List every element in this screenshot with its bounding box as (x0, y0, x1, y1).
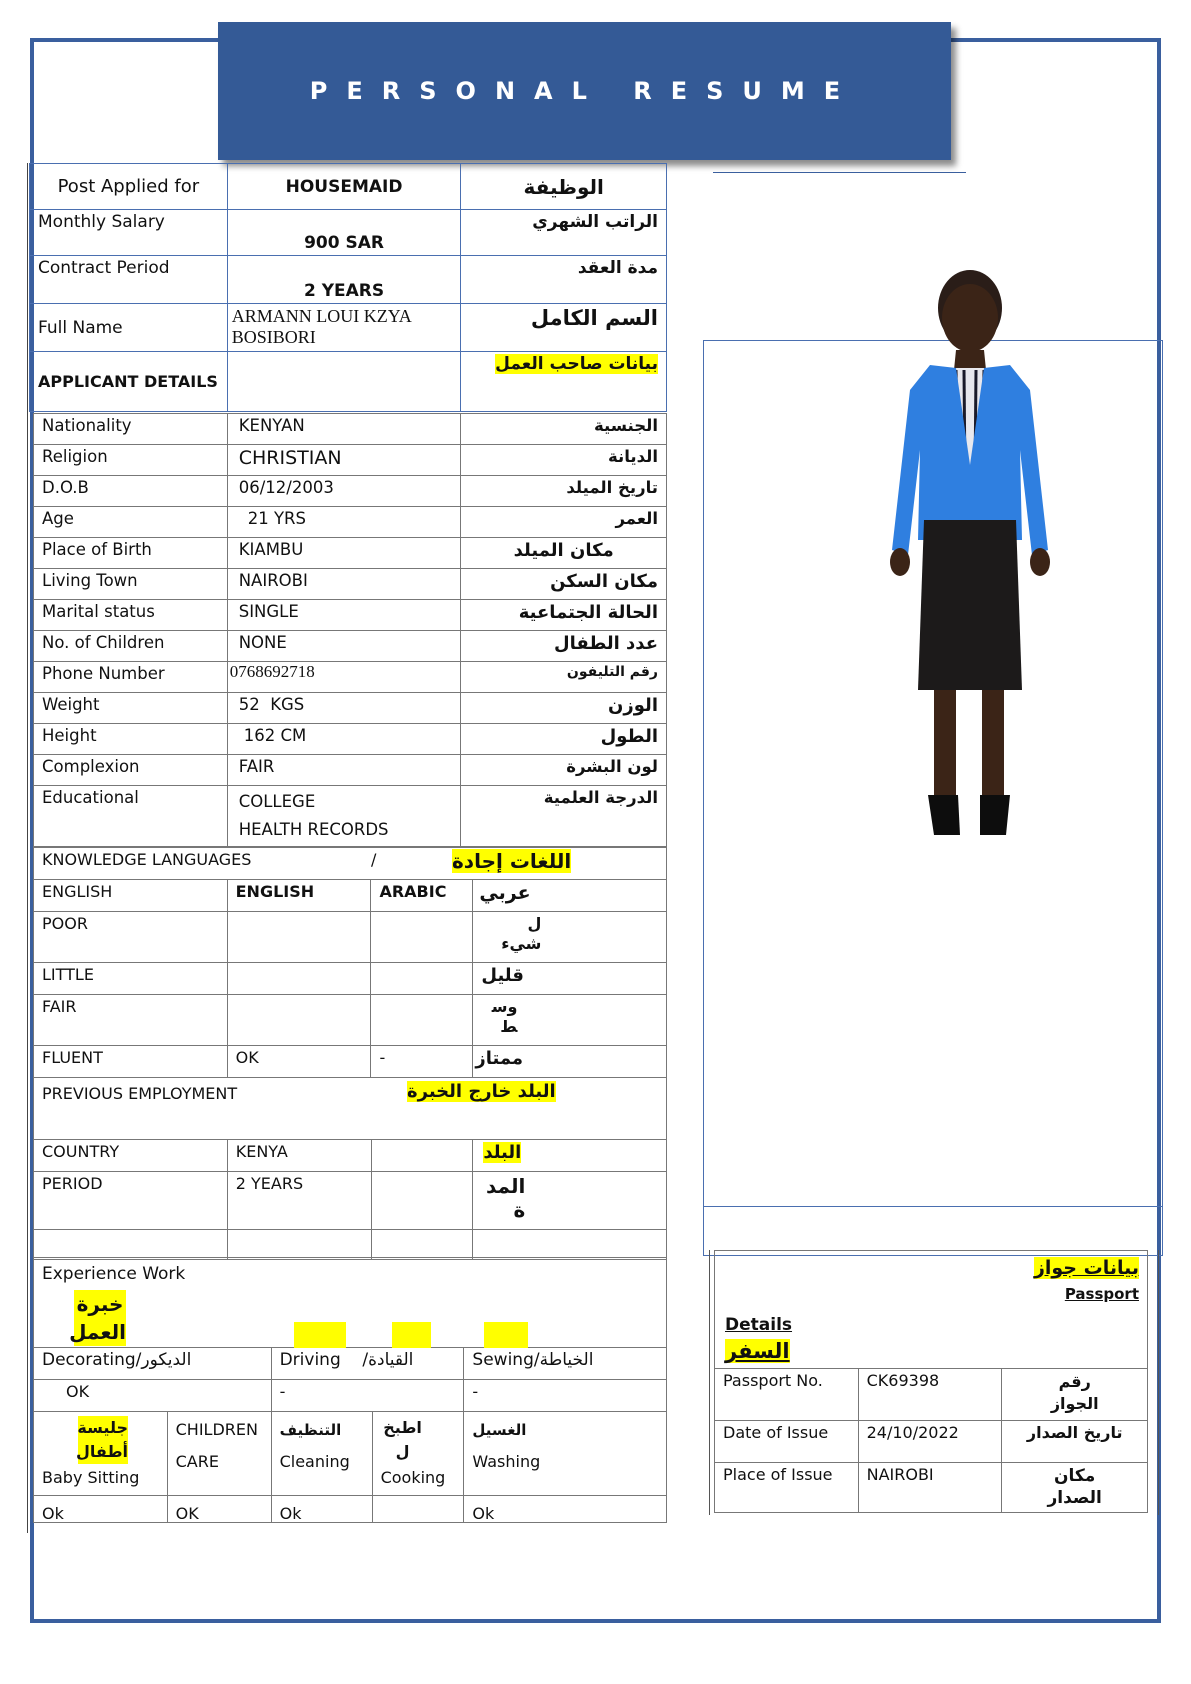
row-label: PERIOD (34, 1172, 228, 1230)
task-ar: جليسة أطفال (78, 1416, 128, 1464)
table-row (34, 995, 667, 1046)
row-value: 900 SAR (227, 210, 461, 256)
table-row (34, 848, 667, 880)
row-value: KENYAN (227, 414, 461, 445)
arabic-label: رقم الجواز (1050, 1372, 1099, 1413)
row-arabic (461, 352, 667, 412)
row-value: CHRISTIAN (227, 445, 461, 476)
row-value (227, 786, 461, 847)
row-value: 2 YEARS (227, 256, 461, 304)
row-arabic (1002, 1369, 1148, 1421)
row-value: KIAMBU (227, 538, 461, 569)
row-arabic: الطول (461, 724, 667, 755)
languages-label: KNOWLEDGE LANGUAGES (42, 850, 252, 869)
col-header-ar: عربي (473, 880, 667, 912)
title-banner (218, 22, 951, 160)
row-value (371, 1140, 473, 1172)
row-arabic (473, 912, 667, 963)
highlighted-text: بيانات صاحب العمل (495, 354, 658, 374)
arabic-label: وسط (491, 997, 518, 1036)
row-value: 162 CM (227, 724, 461, 755)
row-label: POOR (34, 912, 228, 963)
row-value: NAIROBI (227, 569, 461, 600)
experience-table (33, 1257, 667, 1523)
row-value: HOUSEMAID (227, 164, 461, 210)
task-cell (271, 1412, 372, 1496)
languages-header (34, 848, 667, 880)
row-arabic: مكان السكن (461, 569, 667, 600)
row-value (371, 963, 473, 995)
row-label: FLUENT (34, 1046, 228, 1078)
task-ar: الغسيل (472, 1421, 527, 1439)
task-value: Ok (34, 1496, 168, 1523)
task-en: Cooking (380, 1468, 446, 1487)
divider (1158, 1250, 1159, 1515)
row-arabic: الوزن (461, 693, 667, 724)
table-row (34, 1348, 667, 1380)
passport-details-ar: السفر (725, 1339, 790, 1363)
col-header: ENGLISH (34, 880, 228, 912)
full-name: ARMANN LOUI KZYA BOSIBORI (227, 304, 461, 352)
skill-label: Driving /القيادة (271, 1348, 464, 1380)
col-header: ARABIC (371, 880, 473, 912)
row-value: OK (227, 1046, 371, 1078)
task-ar: اطبخ ل (383, 1418, 422, 1461)
experience-label-ar: خبرة العمل (69, 1292, 126, 1344)
table-row (34, 786, 667, 847)
table-row (34, 507, 667, 538)
table-row (34, 693, 667, 724)
photo-caption-box (703, 1206, 1163, 1256)
row-value: KENYA (227, 1140, 371, 1172)
table-row (715, 1463, 1148, 1513)
row-value (371, 995, 473, 1046)
table-row (30, 304, 667, 352)
skill-value: OK (34, 1380, 272, 1412)
row-label: Complexion (34, 755, 228, 786)
row-value: SINGLE (227, 600, 461, 631)
passport-header-ar: بيانات جواز (1033, 1257, 1139, 1279)
row-arabic: قليل (473, 963, 667, 995)
row-arabic (473, 1140, 667, 1172)
skill-value: - (271, 1380, 464, 1412)
table-row (34, 1078, 667, 1140)
row-arabic: السم الكامل (461, 304, 667, 352)
highlight-mark (484, 1322, 528, 1348)
task-cell (34, 1412, 168, 1496)
row-value: 21 YRS (227, 507, 461, 538)
highlight-mark (294, 1322, 346, 1348)
row-arabic: رقم التليفون (461, 662, 667, 693)
divider (709, 1250, 710, 1515)
table-row (34, 963, 667, 995)
row-label: Date of Issue (715, 1421, 859, 1463)
row-value (371, 1172, 473, 1230)
task-en: Baby Sitting (42, 1468, 140, 1487)
task-ar: التنظيف (279, 1421, 342, 1439)
empty-cell (34, 1230, 228, 1260)
table-row (34, 600, 667, 631)
table-row (34, 414, 667, 445)
row-label: Full Name (30, 304, 228, 352)
row-arabic: الحالة الجتماعية (461, 600, 667, 631)
row-arabic: تاريخ الميلد (461, 476, 667, 507)
row-value: NAIROBI (858, 1463, 1002, 1513)
table-row (30, 164, 667, 210)
row-value: CK69398 (858, 1369, 1002, 1421)
table-row (34, 631, 667, 662)
employment-header (34, 1078, 667, 1140)
skill-value: - (464, 1380, 667, 1412)
table-row (715, 1421, 1148, 1463)
task-cell (167, 1412, 271, 1496)
table-row (30, 256, 667, 304)
row-label: Marital status (34, 600, 228, 631)
row-value (227, 352, 461, 412)
divider (27, 163, 28, 1533)
divider (713, 172, 966, 173)
row-label: Post Applied for (30, 164, 228, 210)
employment-label-ar: البلد خارج الخبرة (407, 1081, 556, 1102)
table-row (34, 1380, 667, 1412)
row-arabic (473, 995, 667, 1046)
languages-label-ar: اللغات إجادة (452, 849, 572, 873)
row-value: - (371, 1046, 473, 1078)
table-row (34, 1140, 667, 1172)
row-arabic: الديانة (461, 445, 667, 476)
row-arabic: تاريخ الصدار (1002, 1421, 1148, 1463)
empty-cell (371, 1230, 473, 1260)
row-label: Place of Birth (34, 538, 228, 569)
row-arabic: ممتاز (473, 1046, 667, 1078)
row-label: D.O.B (34, 476, 228, 507)
passport-details-label: Details (725, 1315, 793, 1335)
table-row (34, 476, 667, 507)
task-cell (372, 1412, 464, 1496)
row-arabic: مكان الميلد (461, 538, 667, 569)
slash: / (371, 850, 377, 869)
table-row (34, 1258, 667, 1348)
table-row (34, 569, 667, 600)
row-label: Age (34, 507, 228, 538)
task-en: Washing (472, 1452, 541, 1471)
table-row (34, 880, 667, 912)
task-cell (464, 1412, 667, 1496)
task-en: CHILDREN CARE (175, 1420, 258, 1471)
row-value: 0768692718 (227, 662, 461, 693)
row-label: Contract Period (30, 256, 228, 304)
table-row (34, 1230, 667, 1260)
arabic-label: ل شيء (501, 914, 542, 953)
col-header: ENGLISH (227, 880, 371, 912)
row-label: Monthly Salary (30, 210, 228, 256)
table-row (34, 1412, 667, 1496)
row-label: Phone Number (34, 662, 228, 693)
passport-header-en: Passport (1064, 1285, 1139, 1303)
row-arabic: الوظيفة (461, 164, 667, 210)
employment-table (33, 1077, 667, 1260)
applicant-photo (870, 250, 1070, 870)
table-row (30, 352, 667, 412)
table-row (34, 1496, 667, 1523)
row-value (227, 912, 371, 963)
row-label: No. of Children (34, 631, 228, 662)
table-row (34, 538, 667, 569)
task-en: Cleaning (279, 1452, 350, 1471)
employment-label: PREVIOUS EMPLOYMENT (42, 1084, 238, 1103)
row-arabic: عدد الطفال (461, 631, 667, 662)
row-label: Religion (34, 445, 228, 476)
row-arabic: العمر (461, 507, 667, 538)
task-value: Ok (464, 1496, 667, 1523)
skill-label: Decorating/الديكور (34, 1348, 272, 1380)
table-row (30, 210, 667, 256)
row-value: 52 KGS (227, 693, 461, 724)
row-value: 24/10/2022 (858, 1421, 1002, 1463)
table-row (34, 755, 667, 786)
details-table (33, 413, 667, 847)
row-value: NONE (227, 631, 461, 662)
task-value: OK (167, 1496, 271, 1523)
row-arabic (473, 1172, 667, 1230)
row-label: Weight (34, 693, 228, 724)
row-label: Passport No. (715, 1369, 859, 1421)
row-value (227, 995, 371, 1046)
row-arabic: الدرجة العلمية (461, 786, 667, 847)
job-table (29, 163, 667, 412)
page-title: PERSONAL RESUME (309, 77, 860, 105)
row-value: FAIR (227, 755, 461, 786)
experience-label: Experience Work (42, 1264, 186, 1284)
skill-label: Sewing/الخياطة (464, 1348, 667, 1380)
table-row (34, 912, 667, 963)
row-label: Height (34, 724, 228, 755)
arabic-label: مكان الصدار (1047, 1466, 1102, 1508)
passport-table (714, 1250, 1148, 1513)
empty-cell (473, 1230, 667, 1260)
experience-header (34, 1258, 667, 1348)
arabic-label: المدة (485, 1174, 526, 1222)
row-label: Nationality (34, 414, 228, 445)
row-label: Place of Issue (715, 1463, 859, 1513)
highlight-mark (392, 1322, 431, 1348)
section-label: APPLICANT DETAILS (30, 352, 228, 412)
table-row (715, 1251, 1148, 1369)
row-label: COUNTRY (34, 1140, 228, 1172)
table-row (34, 1046, 667, 1078)
task-value: Ok (271, 1496, 372, 1523)
education-value: COLLEGE (238, 792, 316, 811)
passport-header (715, 1251, 1148, 1369)
empty-cell (227, 1230, 371, 1260)
row-arabic: مدة العقد (461, 256, 667, 304)
row-value (227, 963, 371, 995)
row-value: 2 YEARS (227, 1172, 371, 1230)
languages-table (33, 847, 667, 1078)
task-value (372, 1496, 464, 1523)
table-row (34, 1172, 667, 1230)
table-row (34, 724, 667, 755)
row-arabic: لون البشرة (461, 755, 667, 786)
education-detail: HEALTH RECORDS (238, 820, 389, 839)
row-value: 06/12/2003 (227, 476, 461, 507)
highlighted-text: البلد (483, 1142, 522, 1163)
row-arabic: الجنسية (461, 414, 667, 445)
row-arabic (1002, 1463, 1148, 1513)
table-row (34, 662, 667, 693)
row-arabic: الراتب الشهري (461, 210, 667, 256)
table-row (34, 445, 667, 476)
row-label: LITTLE (34, 963, 228, 995)
row-label: Educational (34, 786, 228, 847)
table-row (715, 1369, 1148, 1421)
row-label: Living Town (34, 569, 228, 600)
row-label: FAIR (34, 995, 228, 1046)
row-value (371, 912, 473, 963)
